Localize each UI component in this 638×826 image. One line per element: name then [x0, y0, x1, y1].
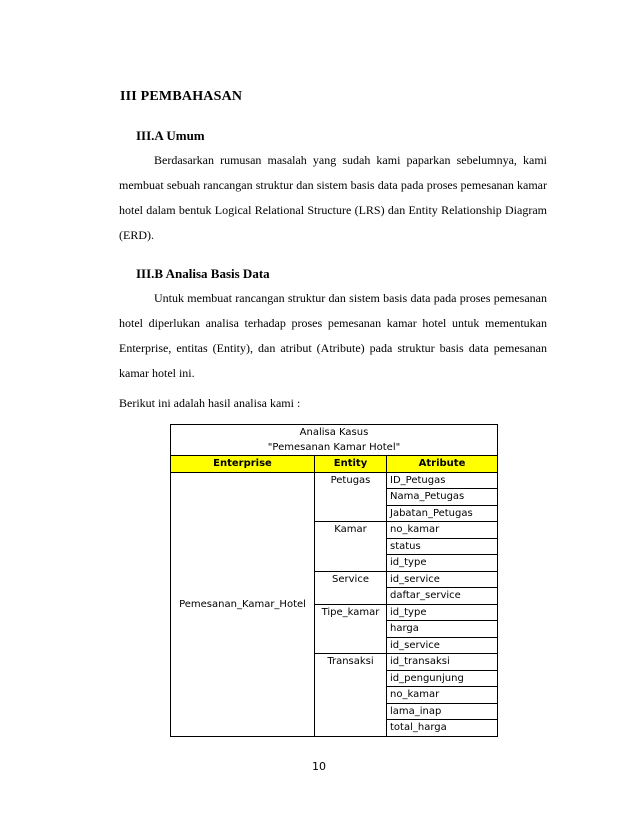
section-b-text: Untuk membuat rancangan struktur dan sistem basis data pada proses pemesanan hotel diperlukan analisa terhadap proses pemesanan kamar hotel untuk mementukan Enterprise, entitas (Entity), dan atribut (Atribute) pada struktur basis data pemesanan kamar hotel ini.	[119, 291, 547, 380]
entity-cell: Tipe_kamar	[315, 604, 387, 654]
section-a-text: Berdasarkan rumusan masalah yang sudah kami paparkan sebelumnya, kami membuat sebuah rancangan struktur dan sistem basis data pada proses pemesanan kamar hotel dalam bentuk Logical Relational Structure (LRS) dan Entity Relationship Diagram (ERD).	[119, 153, 547, 242]
table-row	[171, 472, 498, 489]
attribute-cell: id_service	[387, 571, 498, 588]
attribute-cell: Jabatan_Petugas	[387, 505, 498, 522]
section-b-paragraph	[119, 286, 547, 386]
attribute-cell: id_type	[387, 604, 498, 621]
page-number: 10	[312, 760, 326, 773]
attribute-cell: ID_Petugas	[387, 472, 498, 489]
entity-cell: Kamar	[315, 522, 387, 572]
attribute-cell: no_kamar	[387, 522, 498, 539]
enterprise-cell: Pemesanan_Kamar_Hotel	[171, 472, 315, 736]
attribute-cell: id_pengunjung	[387, 670, 498, 687]
attribute-cell: id_service	[387, 637, 498, 654]
chapter-heading: III PEMBAHASAN	[120, 89, 243, 104]
table-title	[171, 425, 498, 456]
header-enterprise: Enterprise	[171, 456, 315, 473]
attribute-cell: id_transaksi	[387, 654, 498, 671]
entity-cell: Petugas	[315, 472, 387, 522]
analysis-table	[170, 424, 498, 737]
header-atribute: Atribute	[387, 456, 498, 473]
table-header-row	[171, 456, 498, 473]
section-a-title: III.A Umum	[136, 128, 205, 143]
attribute-cell: harga	[387, 621, 498, 638]
attribute-cell: id_type	[387, 555, 498, 572]
attribute-cell: daftar_service	[387, 588, 498, 605]
table-title-line2: "Pemesanan Kamar Hotel"	[267, 442, 401, 453]
attribute-cell: total_harga	[387, 720, 498, 737]
attribute-cell: no_kamar	[387, 687, 498, 704]
attribute-cell: lama_inap	[387, 703, 498, 720]
table-intro: Berikut ini adalah hasil analisa kami :	[119, 396, 301, 410]
attribute-cell: status	[387, 538, 498, 555]
entity-cell: Service	[315, 571, 387, 604]
table-title-line1: Analisa Kasus	[299, 427, 369, 438]
entity-cell: Transaksi	[315, 654, 387, 737]
attribute-cell: Nama_Petugas	[387, 489, 498, 506]
section-a-paragraph	[119, 148, 547, 248]
header-entity: Entity	[315, 456, 387, 473]
section-b-title: III.B Analisa Basis Data	[136, 266, 270, 281]
